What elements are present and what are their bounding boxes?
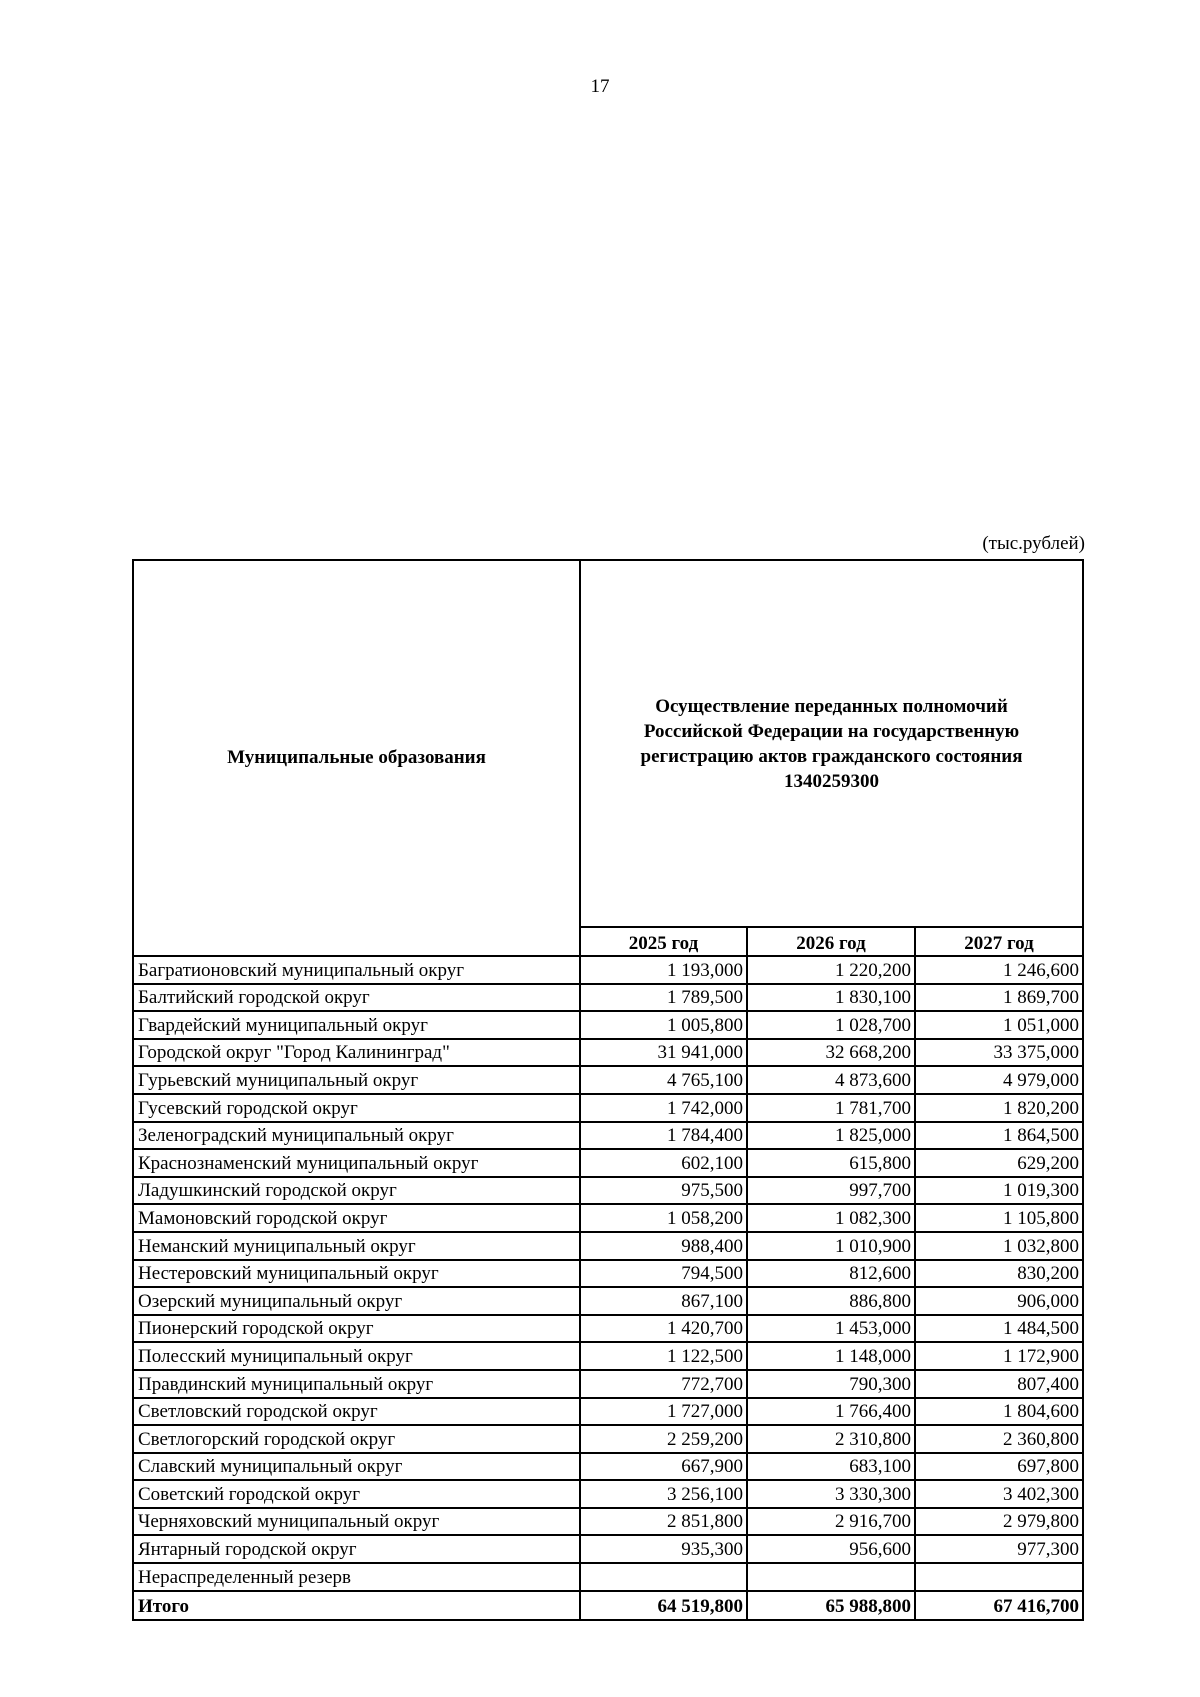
amount-cell: 1 789,500 (580, 984, 747, 1012)
amount-cell: 1 820,200 (915, 1094, 1083, 1122)
municipality-name: Советский городской округ (133, 1480, 580, 1508)
amount-cell: 629,200 (915, 1149, 1083, 1177)
municipality-name: Неманский муниципальный округ (133, 1232, 580, 1260)
amount-cell: 1 028,700 (747, 1011, 915, 1039)
table-row (133, 1149, 1083, 1177)
municipality-name: Краснознаменский муниципальный округ (133, 1149, 580, 1177)
table-row (133, 1011, 1083, 1039)
table-row (133, 1039, 1083, 1067)
amount-cell: 4 765,100 (580, 1066, 747, 1094)
table-row (133, 1177, 1083, 1205)
table-row (133, 1315, 1083, 1343)
amount-cell: 1 122,500 (580, 1342, 747, 1370)
municipality-name: Зеленоградский муниципальный округ (133, 1122, 580, 1150)
amount-cell: 830,200 (915, 1260, 1083, 1288)
amount-cell: 807,400 (915, 1370, 1083, 1398)
amount-cell: 1 220,200 (747, 956, 915, 984)
amount-cell: 935,300 (580, 1535, 747, 1563)
amount-cell: 906,000 (915, 1287, 1083, 1315)
amount-cell: 31 941,000 (580, 1039, 747, 1067)
municipality-name: Гурьевский муниципальный округ (133, 1066, 580, 1094)
amount-cell: 1 032,800 (915, 1232, 1083, 1260)
total-amount-cell: 65 988,800 (747, 1591, 915, 1620)
table-row (133, 956, 1083, 984)
amount-cell: 1 010,900 (747, 1232, 915, 1260)
table-row (133, 1232, 1083, 1260)
table-row (133, 1287, 1083, 1315)
amount-cell: 3 256,100 (580, 1480, 747, 1508)
units-label: (тыс.рублей) (982, 533, 1085, 554)
amount-cell: 988,400 (580, 1232, 747, 1260)
table-row (133, 1563, 1083, 1591)
table-row (133, 1480, 1083, 1508)
amount-cell: 2 310,800 (747, 1425, 915, 1453)
amount-cell: 1 742,000 (580, 1094, 747, 1122)
municipality-name: Городской округ "Город Калининград" (133, 1039, 580, 1067)
municipality-name: Славский муниципальный округ (133, 1453, 580, 1481)
amount-cell: 1 246,600 (915, 956, 1083, 984)
amount-cell (915, 1563, 1083, 1591)
municipality-name: Мамоновский городской округ (133, 1204, 580, 1232)
amount-cell: 1 825,000 (747, 1122, 915, 1150)
municipality-name: Гвардейский муниципальный округ (133, 1011, 580, 1039)
amount-cell: 812,600 (747, 1260, 915, 1288)
amount-cell: 1 193,000 (580, 956, 747, 984)
amount-cell: 1 420,700 (580, 1315, 747, 1343)
amount-cell: 1 172,900 (915, 1342, 1083, 1370)
amount-cell: 886,800 (747, 1287, 915, 1315)
amount-cell: 1 019,300 (915, 1177, 1083, 1205)
amount-cell: 33 375,000 (915, 1039, 1083, 1067)
function-column-header: Осуществление переданных полномочий Российской Федерации на государственную регистрацию актов гражданского состояния 1340259300 (580, 560, 1083, 927)
amount-cell: 3 402,300 (915, 1480, 1083, 1508)
amount-cell: 667,900 (580, 1453, 747, 1481)
year-header-2027: 2027 год (915, 927, 1083, 956)
amount-cell: 794,500 (580, 1260, 747, 1288)
amount-cell: 2 916,700 (747, 1508, 915, 1536)
amount-cell: 1 148,000 (747, 1342, 915, 1370)
table-row (133, 1066, 1083, 1094)
amount-cell: 1 804,600 (915, 1398, 1083, 1426)
amount-cell: 697,800 (915, 1453, 1083, 1481)
table-row (133, 1342, 1083, 1370)
table-row (133, 1425, 1083, 1453)
municipality-name: Нераспределенный резерв (133, 1563, 580, 1591)
municipality-name: Янтарный городской округ (133, 1535, 580, 1563)
subsidy-table (132, 559, 1084, 1621)
amount-cell: 2 979,800 (915, 1508, 1083, 1536)
table-row (133, 1508, 1083, 1536)
amount-cell: 997,700 (747, 1177, 915, 1205)
amount-cell: 1 082,300 (747, 1204, 915, 1232)
amount-cell: 1 781,700 (747, 1094, 915, 1122)
table-row (133, 1094, 1083, 1122)
amount-cell: 1 453,000 (747, 1315, 915, 1343)
amount-cell: 32 668,200 (747, 1039, 915, 1067)
table-row (133, 1260, 1083, 1288)
total-amount-cell: 67 416,700 (915, 1591, 1083, 1620)
amount-cell: 683,100 (747, 1453, 915, 1481)
amount-cell (580, 1563, 747, 1591)
municipality-column-header: Муниципальные образования (133, 560, 580, 956)
amount-cell: 1 830,100 (747, 984, 915, 1012)
total-amount-cell: 64 519,800 (580, 1591, 747, 1620)
table-row (133, 1535, 1083, 1563)
total-row (133, 1591, 1083, 1620)
table-row (133, 1370, 1083, 1398)
amount-cell: 1 051,000 (915, 1011, 1083, 1039)
amount-cell: 867,100 (580, 1287, 747, 1315)
municipality-name: Светлогорский городской округ (133, 1425, 580, 1453)
amount-cell: 956,600 (747, 1535, 915, 1563)
amount-cell: 1 766,400 (747, 1398, 915, 1426)
amount-cell: 1 864,500 (915, 1122, 1083, 1150)
amount-cell: 4 873,600 (747, 1066, 915, 1094)
municipality-name: Пионерский городской округ (133, 1315, 580, 1343)
amount-cell: 1 484,500 (915, 1315, 1083, 1343)
amount-cell: 602,100 (580, 1149, 747, 1177)
municipality-name: Черняховский муниципальный округ (133, 1508, 580, 1536)
page-number: 17 (590, 76, 610, 97)
amount-cell: 1 727,000 (580, 1398, 747, 1426)
municipality-name: Озерский муниципальный округ (133, 1287, 580, 1315)
year-header-2025: 2025 год (580, 927, 747, 956)
table-row (133, 1204, 1083, 1232)
table-row (133, 1453, 1083, 1481)
municipality-name: Полесский муниципальный округ (133, 1342, 580, 1370)
amount-cell: 975,500 (580, 1177, 747, 1205)
municipality-name: Багратионовский муниципальный округ (133, 956, 580, 984)
total-label: Итого (133, 1591, 580, 1620)
municipality-name: Светловский городской округ (133, 1398, 580, 1426)
amount-cell: 790,300 (747, 1370, 915, 1398)
amount-cell: 772,700 (580, 1370, 747, 1398)
table-row (133, 984, 1083, 1012)
amount-cell: 977,300 (915, 1535, 1083, 1563)
municipality-name: Ладушкинский городской округ (133, 1177, 580, 1205)
table-row (133, 1122, 1083, 1150)
amount-cell: 2 259,200 (580, 1425, 747, 1453)
amount-cell: 4 979,000 (915, 1066, 1083, 1094)
municipality-name: Балтийский городской округ (133, 984, 580, 1012)
amount-cell: 2 851,800 (580, 1508, 747, 1536)
amount-cell: 2 360,800 (915, 1425, 1083, 1453)
amount-cell: 1 105,800 (915, 1204, 1083, 1232)
table-row (133, 1398, 1083, 1426)
amount-cell: 1 058,200 (580, 1204, 747, 1232)
amount-cell (747, 1563, 915, 1591)
amount-cell: 1 869,700 (915, 984, 1083, 1012)
year-header-2026: 2026 год (747, 927, 915, 956)
municipality-name: Правдинский муниципальный округ (133, 1370, 580, 1398)
amount-cell: 615,800 (747, 1149, 915, 1177)
amount-cell: 1 005,800 (580, 1011, 747, 1039)
amount-cell: 3 330,300 (747, 1480, 915, 1508)
table-body (133, 956, 1083, 1620)
municipality-name: Гусевский городской округ (133, 1094, 580, 1122)
municipality-name: Нестеровский муниципальный округ (133, 1260, 580, 1288)
amount-cell: 1 784,400 (580, 1122, 747, 1150)
